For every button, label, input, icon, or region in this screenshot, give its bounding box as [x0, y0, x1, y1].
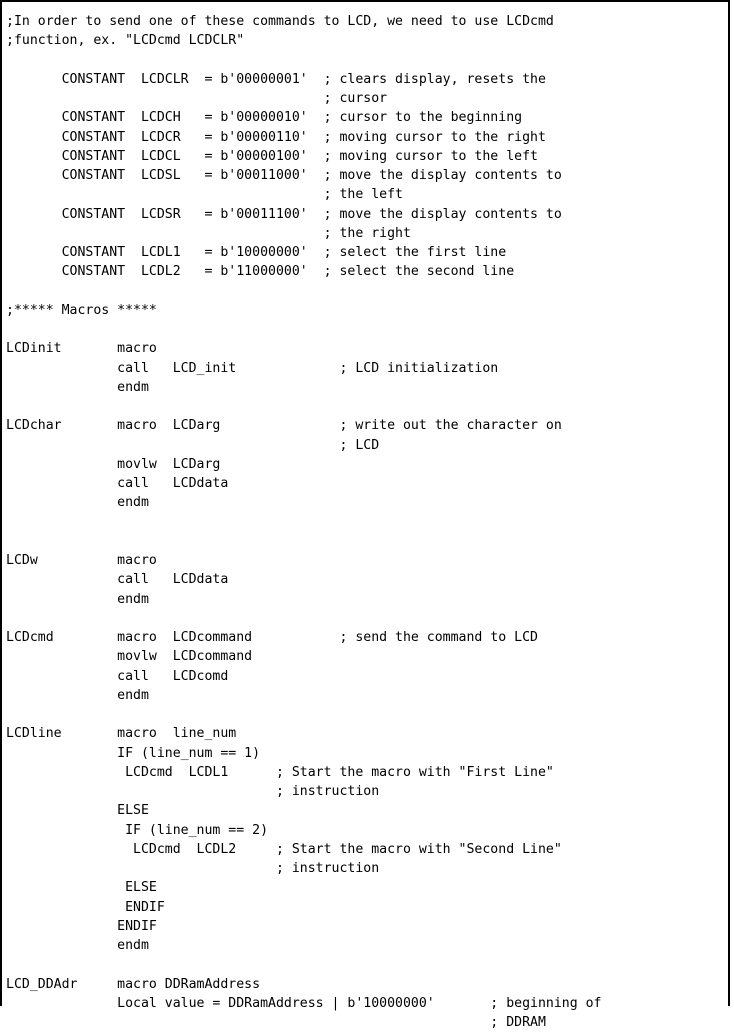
code-line: call LCDdata	[6, 572, 229, 588]
code-line	[2, 513, 728, 532]
code-line: CONSTANT LCDSL = b'00011000' ; move the display contents to	[6, 168, 562, 183]
code-line: ELSE	[6, 880, 157, 896]
code-line	[2, 282, 728, 301]
code-line	[2, 397, 728, 416]
code-line	[2, 955, 728, 974]
code-line: endm	[6, 938, 149, 953]
code-line: LCDcmd LCDL2 ; Start the macro with "Second Line"	[6, 841, 562, 857]
code-line: endm	[6, 687, 149, 703]
code-line: CONSTANT LCDSR = b'00011100' ; move the display contents to	[6, 206, 562, 222]
code-line: call LCDcomd	[6, 668, 229, 684]
code-line: ELSE	[6, 803, 149, 819]
code-line: ; instruction	[6, 861, 380, 876]
code-line: CONSTANT LCDCR = b'00000110' ; moving cursor to the right	[6, 129, 546, 145]
code-line: LCDw macro	[6, 553, 157, 568]
code-line: ; instruction	[6, 784, 380, 799]
code-line: LCDcmd macro LCDcommand ; send the command to LCD	[6, 630, 538, 645]
code-line: endm	[6, 591, 149, 607]
code-line: CONSTANT LCDL2 = b'11000000' ; select the second line	[6, 264, 515, 280]
code-line: ; the right	[6, 225, 411, 241]
code-line	[2, 609, 728, 628]
code-line: LCDchar macro LCDarg ; write out the character on	[6, 418, 562, 434]
code-line: ENDIF	[6, 899, 165, 915]
code-line: ;function, ex. "LCDcmd LCDCLR"	[6, 33, 245, 49]
code-line	[2, 532, 728, 551]
code-listing	[2, 12, 728, 1032]
code-line: CONSTANT LCDCL = b'00000100' ; moving cursor to the left	[6, 148, 538, 164]
code-line: movlw LCDarg	[6, 456, 221, 472]
code-line: ; DDRAM	[6, 1015, 546, 1030]
code-line: movlw LCDcommand	[6, 649, 253, 665]
code-line: LCDinit macro	[6, 341, 157, 357]
code-line	[2, 705, 728, 724]
code-line: CONSTANT LCDL1 = b'10000000' ; select the first line	[6, 245, 507, 260]
code-line: ENDIF	[6, 918, 157, 934]
code-line: LCDline macro line_num	[6, 726, 237, 742]
code-line: call LCD_init ; LCD initialization	[6, 360, 499, 376]
code-line: endm	[6, 379, 149, 395]
code-line: endm	[6, 495, 149, 511]
code-line: ;***** Macros *****	[6, 302, 157, 318]
code-line: ; the left	[6, 187, 403, 203]
code-line: call LCDdata	[6, 476, 229, 491]
code-line	[2, 51, 728, 70]
code-line: LCDcmd LCDL1 ; Start the macro with "First Line"	[6, 764, 554, 780]
code-line: LCD_DDAdr macro DDRamAddress	[6, 976, 261, 992]
code-line: Local value = DDRamAddress | b'10000000' ; beginning of	[6, 995, 602, 1011]
code-line: IF (line_num == 2)	[6, 822, 269, 838]
code-line	[2, 320, 728, 339]
code-line: ; LCD	[6, 437, 380, 453]
code-line: CONSTANT LCDCH = b'00000010' ; cursor to the beginning	[6, 110, 523, 126]
code-line: IF (line_num == 1)	[6, 745, 261, 761]
code-line: ;In order to send one of these commands to LCD, we need to use LCDcmd	[6, 14, 554, 29]
code-line: ; cursor	[6, 91, 388, 106]
code-line: CONSTANT LCDCLR = b'00000001' ; clears display, resets the	[6, 71, 546, 87]
